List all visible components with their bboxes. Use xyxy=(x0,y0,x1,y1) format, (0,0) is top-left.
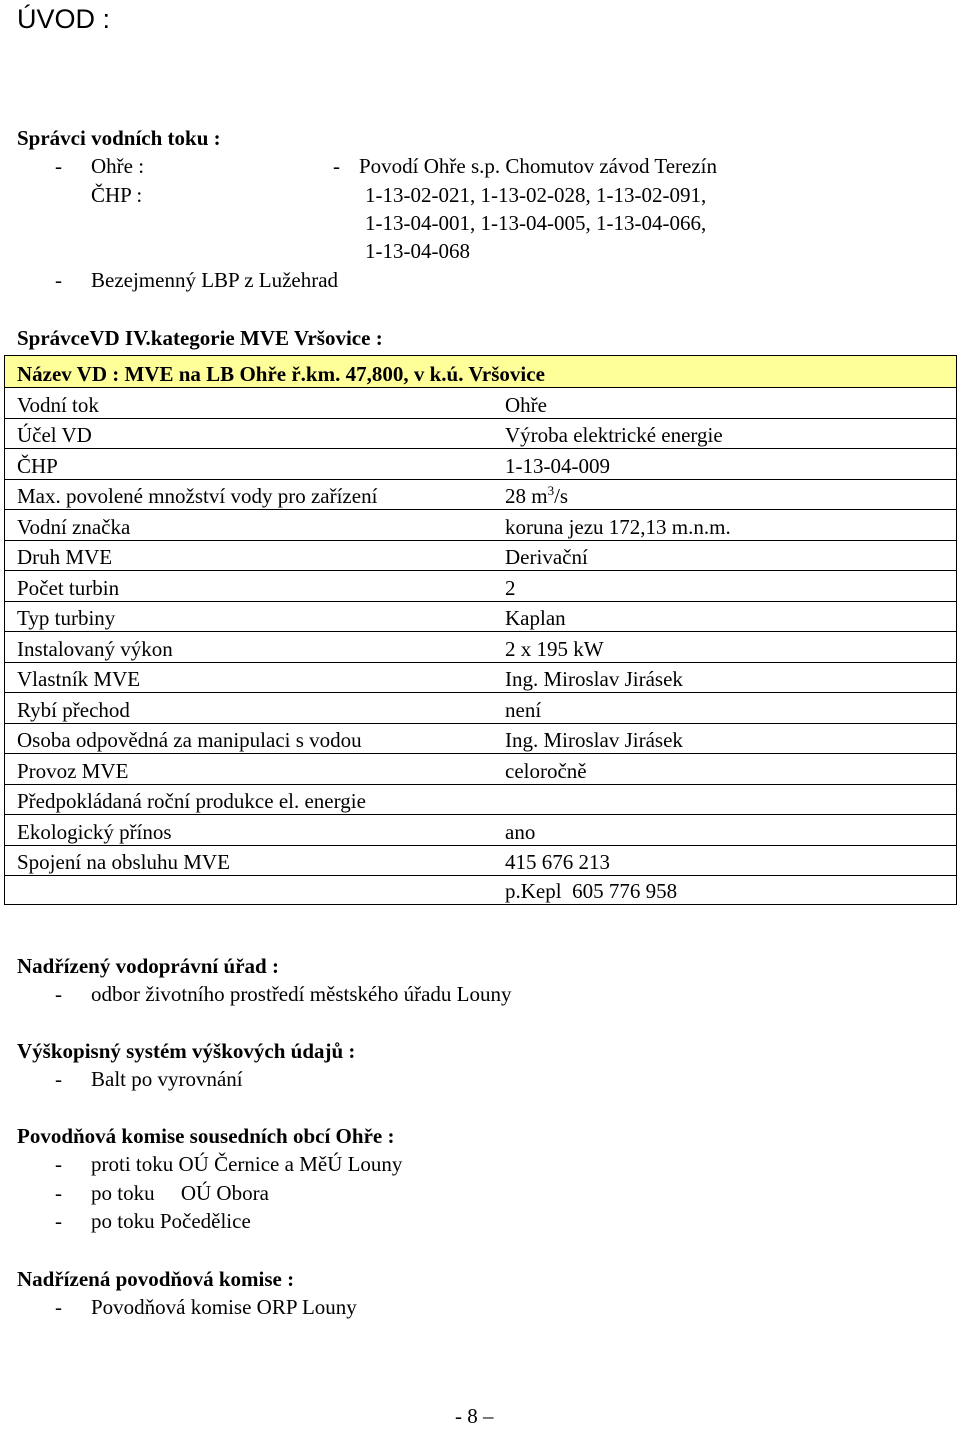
urad-item-text: odbor životního prostředí městského úřadu Louny xyxy=(91,982,512,1006)
vd-row-label: Osoba odpovědná za manipulaci s vodou xyxy=(5,723,486,754)
vd-row-label: Spojení na obsluhu MVE xyxy=(5,845,486,876)
vd-row-label: Vlastník MVE xyxy=(5,662,486,693)
vd-row-value: p.Kepl 605 776 958 xyxy=(485,876,957,905)
vd-table-row xyxy=(5,571,957,602)
vd-row-label: Typ turbiny xyxy=(5,601,486,632)
vd-row-label: Účel VD xyxy=(5,418,486,449)
chp-line-2: 1-13-04-001, 1-13-04-005, 1-13-04-066, xyxy=(365,211,707,235)
vd-row-value: Derivační xyxy=(485,540,957,571)
chp-label: ČHP : xyxy=(91,183,143,207)
vd-table-row xyxy=(5,449,957,480)
vd-row-value: Kaplan xyxy=(485,601,957,632)
chp-line-3: 1-13-04-068 xyxy=(365,239,470,263)
komise-item-2: - po toku OÚ Obora xyxy=(55,1181,269,1205)
nadrizena-heading: Nadřízená povodňová komise : xyxy=(17,1267,295,1291)
spravci-item-1-value: - Povodí Ohře s.p. Chomutov závod Terezín xyxy=(333,154,718,178)
page-number: - 8 – xyxy=(455,1404,494,1428)
komise-heading: Povodňová komise sousedních obcí Ohře : xyxy=(17,1124,395,1148)
spravce-vd-heading: SprávceVD IV.kategorie MVE Vršovice : xyxy=(17,326,383,350)
vd-table-header-row xyxy=(5,356,957,388)
vd-row-value-sup: 3 xyxy=(547,483,555,498)
vd-table-row xyxy=(5,876,957,905)
vyskovy-item: - Balt po vyrovnání xyxy=(55,1067,243,1091)
vd-row-label: Instalovaný výkon xyxy=(5,632,486,663)
vd-row-value: ano xyxy=(485,815,957,846)
vd-row-value-suffix: /s xyxy=(554,484,569,508)
urad-item: - odbor životního prostředí městského úřadu Louny xyxy=(55,982,512,1006)
komise-item-1: - proti toku OÚ Černice a MěÚ Louny xyxy=(55,1152,403,1176)
vd-info-table xyxy=(4,355,957,905)
vd-table-row xyxy=(5,693,957,724)
page-title: ÚVOD : xyxy=(17,4,111,34)
vd-row-value: není xyxy=(485,693,957,724)
spravci-item-2: - Bezejmenný LBP z Lužehrad xyxy=(55,268,339,292)
vd-row-label: Počet turbin xyxy=(5,571,486,602)
komise-item-3: - po toku Počedělice xyxy=(55,1209,251,1233)
vd-row-label: Rybí přechod xyxy=(5,693,486,724)
vd-table-row xyxy=(5,510,957,541)
spravci-item-1-value-text: Povodí Ohře s.p. Chomutov závod Terezín xyxy=(359,154,718,178)
vd-row-label: ČHP xyxy=(5,449,486,480)
vd-table-row xyxy=(5,540,957,571)
vd-row-value: 1-13-04-009 xyxy=(485,449,957,480)
vd-table-row xyxy=(5,845,957,876)
vd-row-label: Druh MVE xyxy=(5,540,486,571)
chp-line-1: 1-13-02-021, 1-13-02-028, 1-13-02-091, xyxy=(365,183,707,207)
vyskovy-heading: Výškopisný systém výškových údajů : xyxy=(17,1039,356,1063)
komise-item-3-text: po toku Počedělice xyxy=(91,1209,251,1233)
vd-table-row xyxy=(5,723,957,754)
vd-table-row xyxy=(5,479,957,510)
vd-row-label xyxy=(5,876,486,905)
vd-table-row xyxy=(5,754,957,785)
vd-table-row xyxy=(5,388,957,419)
vd-row-value: 415 676 213 xyxy=(485,845,957,876)
spravci-item-2-text: Bezejmenný LBP z Lužehrad xyxy=(91,268,339,292)
vd-row-value: koruna jezu 172,13 m.n.m. xyxy=(485,510,957,541)
vd-row-value: Ohře xyxy=(485,388,957,419)
vd-table-row xyxy=(5,662,957,693)
vd-row-label: Vodní značka xyxy=(5,510,486,541)
vd-row-label: Předpokládaná roční produkce el. energie xyxy=(5,784,486,815)
vd-table-row xyxy=(5,418,957,449)
vd-table-row xyxy=(5,784,957,815)
vd-row-value: Výroba elektrické energie xyxy=(485,418,957,449)
vd-row-value xyxy=(485,479,957,510)
spravci-heading: Správci vodních toku : xyxy=(17,126,221,150)
vd-row-value: 2 xyxy=(485,571,957,602)
vd-row-value: 2 x 195 kW xyxy=(485,632,957,663)
vd-row-label: Ekologický přínos xyxy=(5,815,486,846)
vd-table-row xyxy=(5,601,957,632)
vd-row-label: Max. povolené množství vody pro zařízení xyxy=(5,479,486,510)
nadrizena-item-text: Povodňová komise ORP Louny xyxy=(91,1295,357,1319)
vd-row-value: Ing. Miroslav Jirásek xyxy=(485,662,957,693)
vd-table-header: Název VD : MVE na LB Ohře ř.km. 47,800, v k.ú. Vršovice xyxy=(5,356,957,388)
vd-row-label: Vodní tok xyxy=(5,388,486,419)
vd-row-value-main: 28 m xyxy=(505,484,548,508)
vyskovy-item-text: Balt po vyrovnání xyxy=(91,1067,243,1091)
urad-heading: Nadřízený vodoprávní úřad : xyxy=(17,954,279,978)
spravci-item-1: - Ohře : xyxy=(55,154,145,178)
komise-item-2-text: po toku OÚ Obora xyxy=(91,1181,269,1205)
vd-table-row xyxy=(5,815,957,846)
komise-item-1-text: proti toku OÚ Černice a MěÚ Louny xyxy=(91,1152,403,1176)
vd-row-value: celoročně xyxy=(485,754,957,785)
vd-row-value: Ing. Miroslav Jirásek xyxy=(485,723,957,754)
vd-row-value xyxy=(485,784,957,815)
vd-table-row xyxy=(5,632,957,663)
spravci-item-1-name: Ohře : xyxy=(91,154,145,178)
nadrizena-item: - Povodňová komise ORP Louny xyxy=(55,1295,357,1319)
vd-row-label: Provoz MVE xyxy=(5,754,486,785)
